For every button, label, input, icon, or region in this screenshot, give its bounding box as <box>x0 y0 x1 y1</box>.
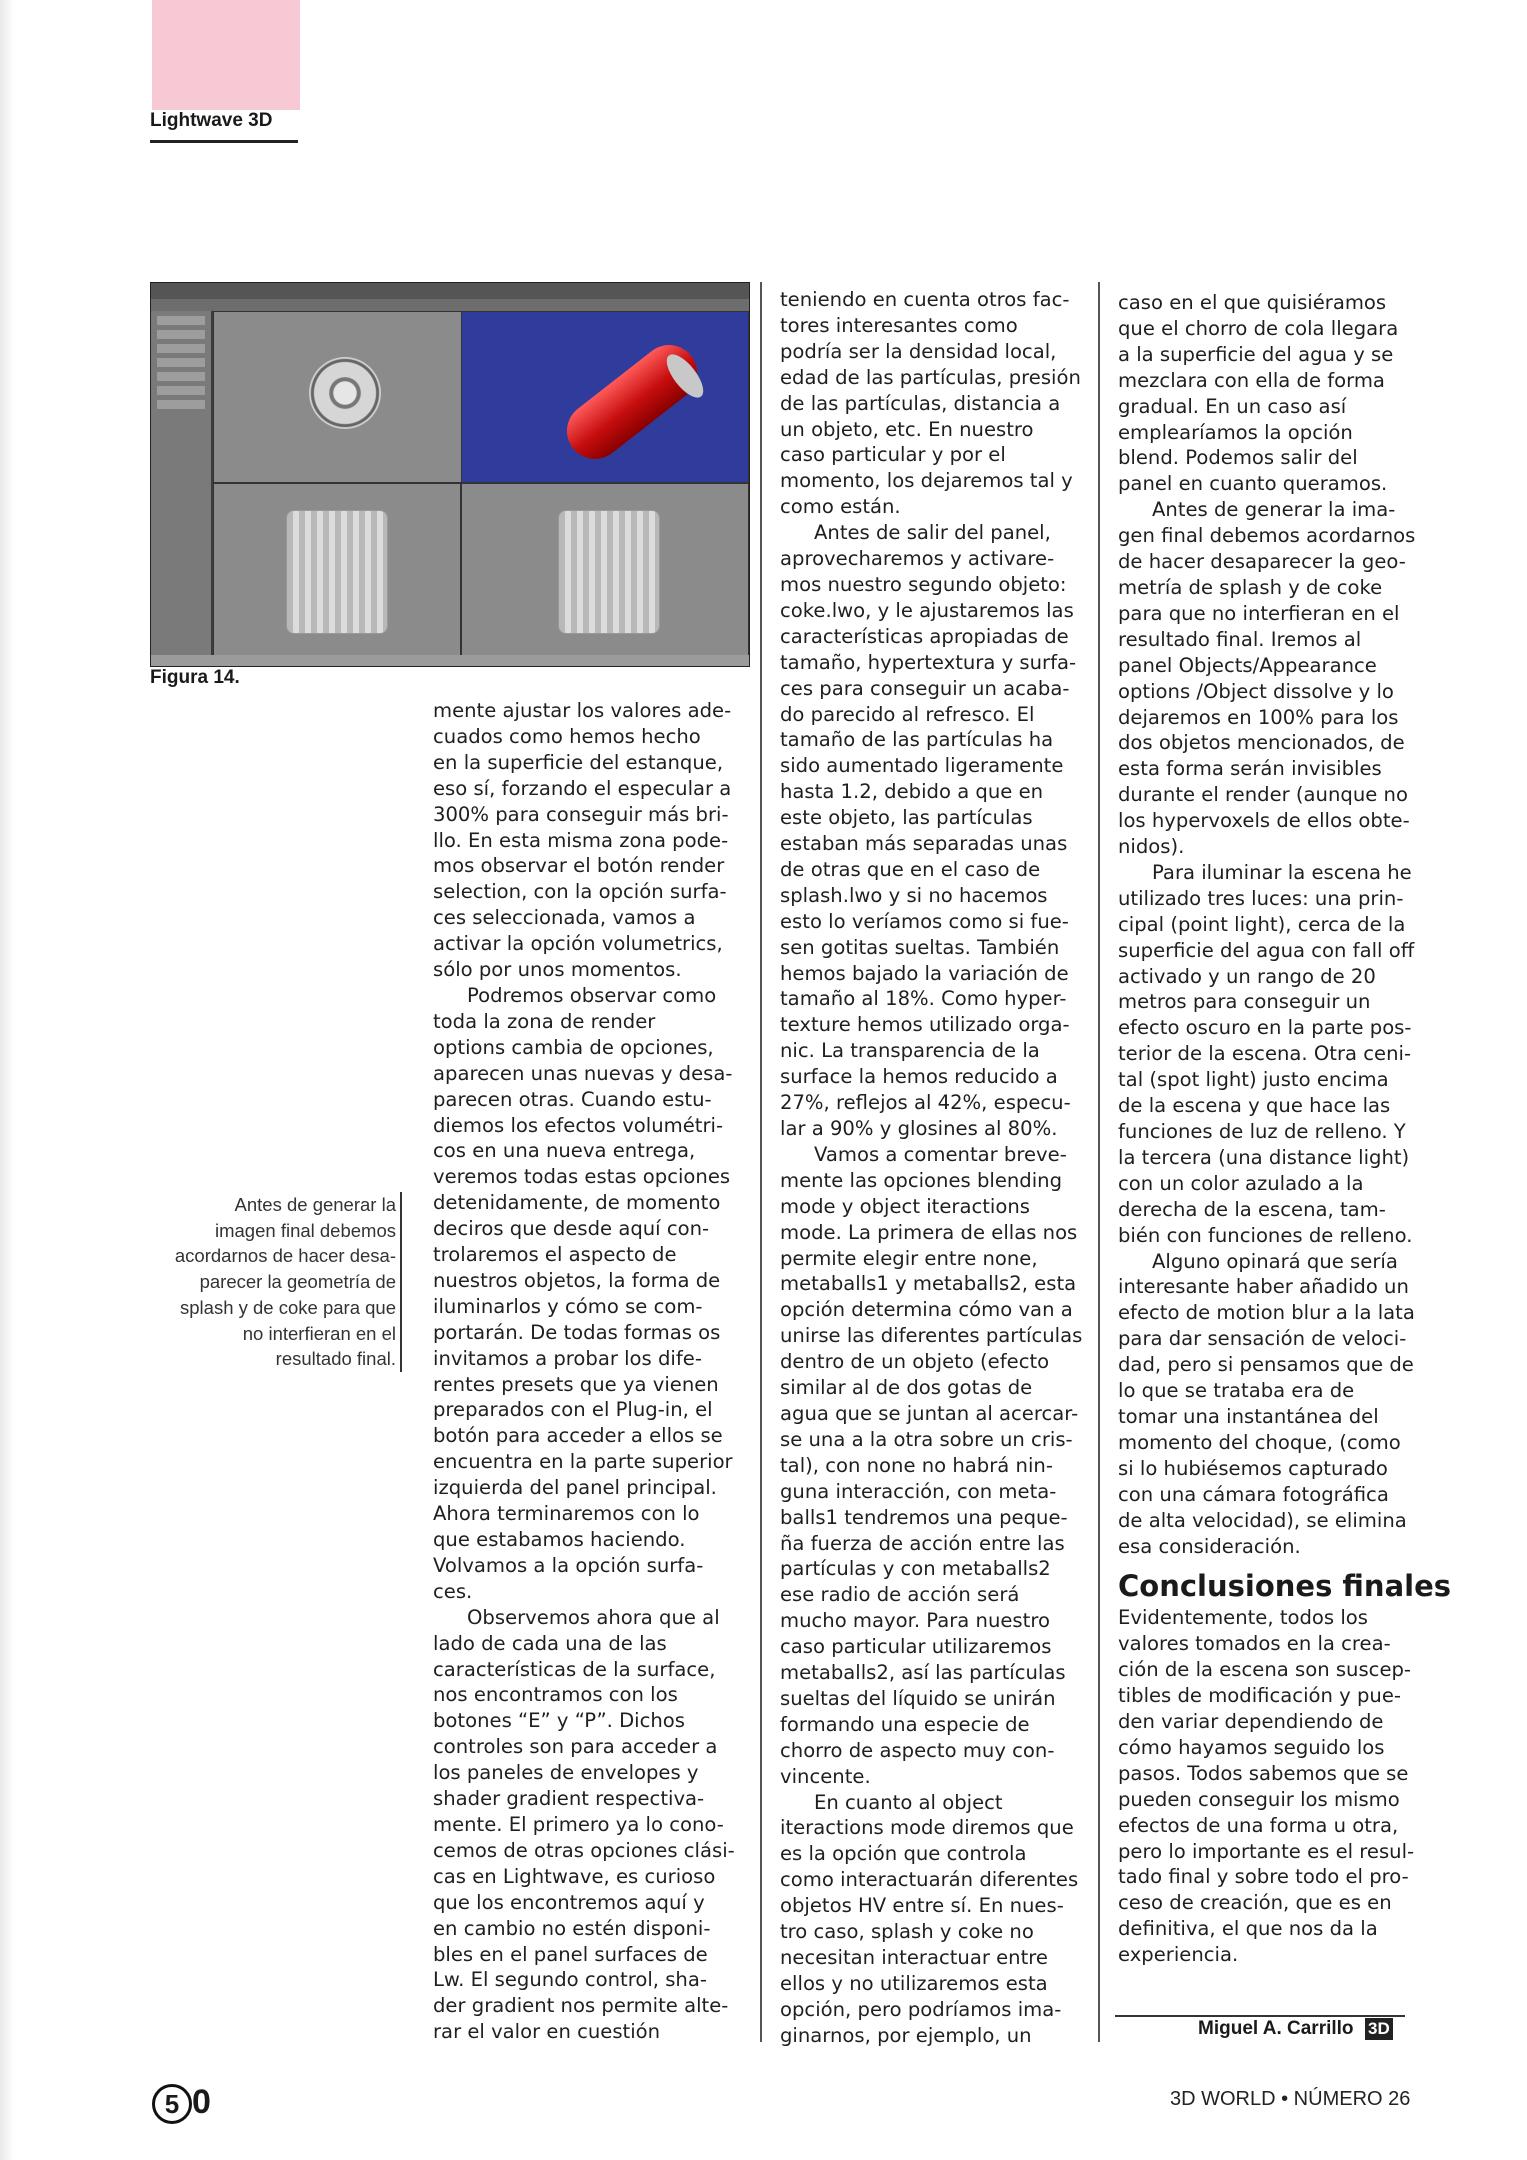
text-line: partículas y con metaballs2 <box>780 1557 1051 1581</box>
text-line: hasta 1.2, debido a que en <box>780 780 1044 804</box>
text-line: lar a 90% y glosines al 80%. <box>780 1117 1058 1140</box>
pull-quote-line: imagen final debemos <box>215 1219 396 1241</box>
text-line: mente. El primero ya lo cono- <box>433 1812 724 1836</box>
text-line: mos nuestro segundo objeto: <box>780 572 1067 596</box>
text-line: dentro de un objeto (efecto <box>780 1350 1050 1374</box>
text-line: ceso de creación, que es en <box>1118 1891 1392 1915</box>
text-line: encuentra en la parte superior <box>433 1450 733 1474</box>
text-line: si lo hubiésemos capturado <box>1118 1456 1388 1480</box>
text-line: sido aumentado ligeramente <box>780 754 1064 778</box>
text-line: cipal (point light), cerca de la <box>1118 912 1406 936</box>
figure-toolbar <box>151 299 749 311</box>
text-line: opción, pero podríamos ima- <box>780 1997 1062 2021</box>
text-line: podría ser la densidad local, <box>780 339 1057 363</box>
text-line: trolaremos el aspecto de <box>433 1243 677 1267</box>
text-line: Antes de salir del panel, <box>814 521 1051 545</box>
text-line: lado de cada una de las <box>433 1631 667 1655</box>
text-line: gen final debemos acordarnos <box>1118 524 1416 548</box>
text-line: surface la hemos reducido a <box>780 1065 1058 1089</box>
text-line: guna interacción, con meta- <box>780 1479 1057 1503</box>
text-line: ces seleccionada, vamos a <box>433 906 696 930</box>
end-badge: 3D <box>1365 2018 1393 2040</box>
text-line: la tercera (una distance light) <box>1118 1145 1410 1169</box>
text-line: se una a la otra sobre un cris- <box>780 1427 1073 1451</box>
text-line: Para iluminar la escena he <box>1152 860 1412 884</box>
section-subheading: Conclusiones finales <box>1118 1569 1452 1604</box>
text-line: necesitan interactuar entre <box>780 1946 1048 1969</box>
text-line: panel en cuanto queramos. <box>1118 472 1388 496</box>
text-line: que estabamos haciendo. <box>433 1528 686 1551</box>
text-line: mente las opciones blending <box>780 1168 1063 1192</box>
text-line: Antes de generar la ima- <box>1152 498 1396 522</box>
text-line: aprovecharemos y activare- <box>780 547 1055 571</box>
text-line: Ahora terminaremos con lo <box>433 1502 700 1526</box>
text-line: shader gradient respectiva- <box>433 1787 705 1811</box>
text-line: mode. La primera de ellas nos <box>780 1220 1078 1244</box>
pull-quote-line: splash y de coke para que <box>180 1296 396 1318</box>
text-line: ces para conseguir un acaba- <box>780 676 1070 700</box>
text-line: pueden conseguir los mismo <box>1118 1787 1400 1811</box>
text-line: definitiva, el que nos da la <box>1118 1917 1378 1941</box>
text-line: para dar sensación de veloci- <box>1118 1327 1407 1351</box>
figure-side-item <box>157 400 205 409</box>
text-line: metaballs2, así las partículas <box>780 1661 1066 1685</box>
text-line: objetos HV entre sí. En nues- <box>780 1894 1064 1918</box>
text-line: tibles de modificación y pue- <box>1118 1684 1401 1708</box>
text-line: tado final y sobre todo el pro- <box>1118 1865 1409 1889</box>
viewport-perspective <box>461 311 749 483</box>
text-line: de alta velocidad), se elimina <box>1118 1508 1407 1532</box>
magazine-footer: 3D WORLD • NÚMERO 26 <box>1170 2088 1411 2110</box>
text-line: esa consideración. <box>1118 1534 1301 1558</box>
section-header-rule <box>150 140 298 143</box>
text-line: derecha de la escena, tam- <box>1118 1197 1386 1221</box>
text-line: 300% para conseguir más bri- <box>433 802 729 826</box>
text-line: sen gotitas sueltas. También <box>780 935 1060 959</box>
text-line: terior de la escena. Otra ceni- <box>1118 1042 1412 1066</box>
text-line: como están. <box>780 495 901 519</box>
text-line: tamaño, hypertextura y surfa- <box>780 650 1077 674</box>
text-line: permite elegir entre none, <box>780 1246 1038 1270</box>
text-line: dad, pero si pensamos que de <box>1118 1353 1414 1377</box>
text-line: En cuanto al object <box>814 1790 1003 1814</box>
viewport-front <box>213 483 461 657</box>
text-line: portarán. De todas formas os <box>433 1320 721 1344</box>
figure-side-item <box>157 344 205 353</box>
text-line: controles son para acceder a <box>433 1735 718 1759</box>
text-line: options cambia de opciones, <box>433 1035 714 1059</box>
can-front-view-image <box>286 510 388 634</box>
text-line: esta forma serán invisibles <box>1118 757 1382 781</box>
figure-14-screenshot <box>150 282 750 667</box>
section-header: Lightwave 3D <box>150 110 273 131</box>
text-line: un objeto, etc. En nuestro <box>780 417 1034 441</box>
text-line: botones “E” y “P”. Dichos <box>433 1709 685 1733</box>
text-line: do parecido al refresco. El <box>780 702 1035 726</box>
page-number-circled-digit: 5 <box>152 2084 192 2124</box>
text-line: invitamos a probar los dife- <box>433 1346 702 1370</box>
text-line: deciros que desde aquí con- <box>433 1217 710 1241</box>
can-side-view-image <box>558 510 660 634</box>
section-color-tab <box>152 0 300 110</box>
figure-side-item <box>157 316 205 325</box>
text-line: dos objetos mencionados, de <box>1118 731 1405 755</box>
text-line: en cambio no estén disponi- <box>433 1916 711 1940</box>
text-line: tores interesantes como <box>780 313 1018 337</box>
page-edge-shadow <box>0 0 14 2160</box>
text-line: 27%, reflejos al 42%, especu- <box>780 1091 1071 1115</box>
text-line: ña fuerza de acción entre las <box>780 1531 1065 1555</box>
text-line: activar la opción volumetrics, <box>433 932 723 956</box>
text-line: los hypervoxels de ellos obte- <box>1118 809 1410 833</box>
text-line: nidos). <box>1118 835 1185 859</box>
text-line: metaballs1 y metaballs2, esta <box>780 1272 1077 1296</box>
text-line: bién con funciones de relleno. <box>1118 1223 1413 1247</box>
text-line: efecto oscuro en la parte pos- <box>1118 1016 1412 1040</box>
pull-quote-line: Antes de generar la <box>234 1194 396 1215</box>
body-column-1 <box>433 698 735 2045</box>
text-line: botón para acceder a ellos se <box>433 1424 723 1448</box>
pull-quote-line: parecer la geometría de <box>199 1271 396 1293</box>
text-line: preparados con el Plug-in, el <box>433 1398 713 1422</box>
text-line: tamaño al 18%. Como hyper- <box>780 987 1067 1011</box>
text-line: de otras que en el caso de <box>780 857 1041 881</box>
byline-rule <box>1115 2015 1405 2017</box>
text-line: toda la zona de render <box>433 1009 656 1033</box>
text-line: tro caso, splash y coke no <box>780 1920 1034 1944</box>
body-column-3-text <box>1118 290 1451 1559</box>
page-number-digit: 0 <box>192 2083 211 2121</box>
text-line: blend. Podemos salir del <box>1118 446 1358 470</box>
viewport-top <box>213 311 479 483</box>
text-line: caso particular utilizaremos <box>780 1635 1052 1659</box>
text-line: mente ajustar los valores ade- <box>433 699 732 722</box>
text-line: cuados como hemos hecho <box>433 724 701 748</box>
text-line: teniendo en cuenta otros fac- <box>780 288 1070 311</box>
text-line: den variar dependiendo de <box>1118 1710 1384 1734</box>
column-divider <box>760 282 762 2042</box>
body-column-3-conclusion <box>1118 1605 1451 1968</box>
text-line: iteractions mode diremos que <box>780 1816 1074 1840</box>
text-line: caso particular y por el <box>780 443 1006 467</box>
text-line: mezclara con ella de forma <box>1118 368 1385 392</box>
text-line: con un color azulado a la <box>1118 1171 1364 1195</box>
pull-quote-line: acordarnos de hacer desa- <box>174 1245 396 1267</box>
text-line: Lw. El segundo control, sha- <box>433 1968 707 1992</box>
body-column-2 <box>780 287 1082 2049</box>
text-line: ellos y no utilizaremos esta <box>780 1971 1048 1995</box>
text-line: este objeto, las partículas <box>780 806 1033 830</box>
text-line: ción de la escena son suscep- <box>1118 1658 1412 1682</box>
text-line: estaban más separadas unas <box>780 832 1068 856</box>
text-line: como interactuarán diferentes <box>780 1868 1079 1892</box>
text-line: es la opción que controla <box>780 1842 1027 1866</box>
figure-side-item <box>157 386 205 395</box>
text-line: efectos de una forma u otra, <box>1118 1813 1399 1837</box>
pull-quote <box>140 1192 402 1372</box>
author-byline: Miguel A. Carrillo <box>1198 2018 1354 2039</box>
text-line: esto lo veríamos como si fue- <box>780 909 1069 933</box>
text-line: interesante haber añadido un <box>1118 1275 1409 1299</box>
text-line: agua que se juntan al acercar- <box>780 1401 1079 1425</box>
text-line: aparecen unas nuevas y desa- <box>433 1061 733 1085</box>
text-line: Volvamos a la opción surfa- <box>433 1553 704 1577</box>
text-line: lo que se trataba era de <box>1118 1379 1355 1403</box>
text-line: cos en una nueva entrega, <box>433 1139 696 1163</box>
text-line: de la escena y que hace las <box>1118 1094 1391 1118</box>
text-line: de las partículas, distancia a <box>780 391 1061 415</box>
text-line: formando una especie de <box>780 1712 1030 1736</box>
figure-menubar <box>151 283 749 299</box>
text-line: nos encontramos con los <box>433 1683 678 1707</box>
text-line: cas en Lightwave, es curioso <box>433 1864 716 1888</box>
text-line: utilizado tres luces: una prin- <box>1118 886 1404 910</box>
text-line: activado y un rango de 20 <box>1118 964 1376 988</box>
text-line: bles en el panel surfaces de <box>433 1942 708 1966</box>
text-line: opción determina cómo van a <box>780 1298 1073 1322</box>
text-line: tomar una instantánea del <box>1118 1404 1379 1428</box>
text-line: Vamos a comentar breve- <box>814 1142 1067 1166</box>
text-line: características apropiadas de <box>780 624 1069 648</box>
figure-side-panel <box>151 311 211 661</box>
text-line: dejaremos en 100% para los <box>1118 705 1399 729</box>
text-line: parecen otras. Cuando estu- <box>433 1087 712 1111</box>
text-line: valores tomados en la crea- <box>1118 1632 1391 1656</box>
text-line: momento, los dejaremos tal y <box>780 469 1073 493</box>
pull-quote-line: no interfieran en el <box>242 1322 396 1344</box>
red-can-render-image <box>556 334 709 470</box>
text-line: características de la surface, <box>433 1657 716 1681</box>
text-line: splash.lwo y si no hacemos <box>780 883 1048 907</box>
text-line: der gradient nos permite alte- <box>433 1994 729 2018</box>
text-line: balls1 tendremos una peque- <box>780 1505 1068 1529</box>
text-line: Podremos observar como <box>467 983 717 1007</box>
viewport-side <box>461 483 749 657</box>
text-line: los paneles de envelopes y <box>433 1761 699 1785</box>
text-line: pasos. Todos sabemos que se <box>1118 1761 1409 1785</box>
text-line: panel Objects/Appearance <box>1118 653 1377 677</box>
text-line: tal), con none no habrá nin- <box>780 1453 1053 1477</box>
text-line: selection, con la opción surfa- <box>433 880 727 904</box>
text-line: en la superficie del estanque, <box>433 750 724 774</box>
text-line: experiencia. <box>1118 1943 1239 1967</box>
text-line: detenidamente, de momento <box>433 1191 721 1215</box>
text-line: veremos todas estas opciones <box>433 1165 731 1189</box>
figure-side-item <box>157 372 205 381</box>
text-line: caso en el que quisiéramos <box>1118 291 1387 314</box>
text-line: resultado final. Iremos al <box>1118 627 1362 651</box>
text-line: hemos bajado la variación de <box>780 961 1069 985</box>
text-line: que los encontremos aquí y <box>433 1890 705 1914</box>
can-top-view-image <box>309 357 381 429</box>
text-line: ginarnos, por ejemplo, un <box>780 2023 1032 2047</box>
text-line: mos observar el botón render <box>433 854 725 878</box>
text-line: superficie del agua con fall off <box>1118 938 1415 962</box>
text-line: cemos de otras opciones clási- <box>433 1838 735 1862</box>
text-line: de hacer desaparecer la geo- <box>1118 550 1406 574</box>
text-line: emplearíamos la opción <box>1118 420 1353 444</box>
text-line: momento del choque, (como <box>1118 1430 1401 1454</box>
text-line: mucho mayor. Para nuestro <box>780 1609 1050 1633</box>
figure-statusbar <box>151 655 749 666</box>
figure-side-item <box>157 358 205 367</box>
pull-quote-line: resultado final. <box>275 1348 396 1370</box>
page-number <box>152 2083 211 2124</box>
text-line: vincente. <box>780 1764 871 1788</box>
text-line: eso sí, forzando el especular a <box>433 776 732 800</box>
text-line: metría de splash y de coke <box>1118 575 1383 599</box>
text-line: edad de las partículas, presión <box>780 365 1081 389</box>
text-line: Evidentemente, todos los <box>1118 1606 1368 1630</box>
text-line: mode y object iteractions <box>780 1194 1030 1218</box>
figure-caption: Figura 14. <box>150 667 240 688</box>
text-line: rar el valor en cuestión <box>433 2020 661 2044</box>
figure-side-item <box>157 330 205 339</box>
text-line: cómo hayamos seguido los <box>1118 1735 1385 1759</box>
text-line: ese radio de acción será <box>780 1583 1020 1607</box>
text-line: con una cámara fotográfica <box>1118 1482 1389 1506</box>
text-line: sólo por unos momentos. <box>433 958 682 982</box>
text-line: sueltas del líquido se unirán <box>780 1686 1056 1710</box>
text-line: que el chorro de cola llegara <box>1118 316 1399 340</box>
text-line: para que no interfieran en el <box>1118 601 1400 625</box>
text-line: texture hemos utilizado orga- <box>780 1013 1070 1037</box>
text-line: rentes presets que ya vienen <box>433 1372 719 1396</box>
text-line: Observemos ahora que al <box>467 1605 720 1629</box>
text-line: iluminarlos y cómo se com- <box>433 1294 703 1318</box>
text-line: efecto de motion blur a la lata <box>1118 1301 1415 1325</box>
text-line: options /Object dissolve y lo <box>1118 679 1394 703</box>
text-line: nic. La transparencia de la <box>780 1039 1040 1063</box>
text-line: similar al de dos gotas de <box>780 1376 1033 1400</box>
text-line: a la superficie del agua y se <box>1118 342 1394 366</box>
text-line: tamaño de las partículas ha <box>780 728 1054 752</box>
text-line: funciones de luz de relleno. Y <box>1118 1120 1406 1143</box>
text-line: Alguno opinará que sería <box>1152 1249 1398 1273</box>
text-line: nuestros objetos, la forma de <box>433 1268 721 1292</box>
text-line: coke.lwo, y le ajustaremos las <box>780 598 1074 622</box>
text-line: ces. <box>433 1579 473 1603</box>
text-line: gradual. En un caso así <box>1118 394 1347 418</box>
text-line: diemos los efectos volumétri- <box>433 1113 724 1137</box>
body-column-3 <box>1118 290 1451 1968</box>
text-line: tal (spot light) justo encima <box>1118 1068 1389 1092</box>
text-line: durante el render (aunque no <box>1118 783 1408 807</box>
text-line: llo. En esta misma zona pode- <box>433 828 729 852</box>
text-line: metros para conseguir un <box>1118 990 1371 1014</box>
text-line: chorro de aspecto muy con- <box>780 1738 1055 1762</box>
text-line: unirse las diferentes partículas <box>780 1324 1083 1348</box>
text-line: izquierda del panel principal. <box>433 1476 717 1500</box>
column-divider <box>1098 282 1100 2042</box>
text-line: pero lo importante es el resul- <box>1118 1839 1415 1863</box>
